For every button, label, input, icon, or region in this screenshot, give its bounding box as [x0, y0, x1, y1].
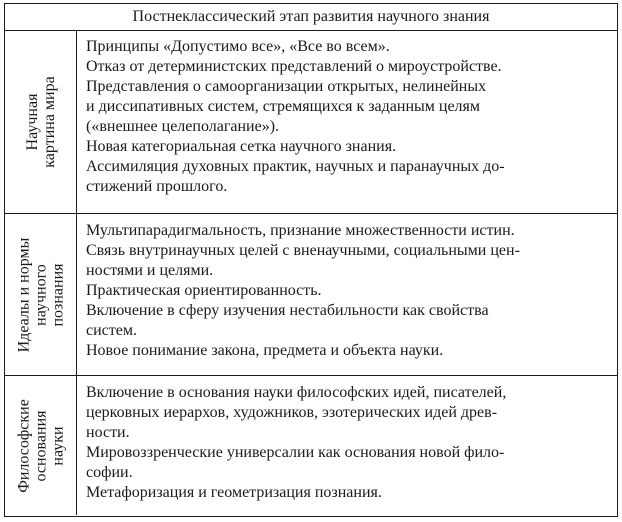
item-line: Включение в основания науки философских идей, писателей,	[86, 384, 507, 401]
row-content-cell	[77, 30, 617, 213]
item-line: Связь внутринаучных целей с вненаучными, социальными цен-	[86, 242, 520, 259]
row-label-scientific-worldview	[24, 76, 58, 167]
list-item	[86, 341, 609, 361]
row-label-line: науки	[49, 425, 66, 466]
row-label-line: познания	[49, 262, 66, 327]
row-label-line: основания	[32, 410, 49, 481]
list-item	[86, 383, 609, 443]
table-row-philosophical-foundations	[5, 376, 617, 515]
item-line: Новая категориальная сетка научного знания.	[86, 138, 397, 155]
item-line: Новое понимание закона, предмета и объекта науки.	[86, 342, 444, 359]
row-label-ideals-norms	[15, 237, 66, 352]
item-line: систем.	[86, 322, 137, 339]
list-item	[86, 443, 609, 483]
item-line: Ассимиляция духовных практик, научных и паранаучных до-	[86, 158, 505, 175]
list-item	[86, 301, 609, 341]
list-item	[86, 281, 609, 301]
item-line: («внешнее целеполагание»).	[86, 118, 280, 135]
item-line: церковных иерархов, художников, эзотерических идей древ-	[86, 404, 498, 421]
item-line: и диссипативных систем, стремящихся к заданным целям	[86, 98, 481, 115]
row-label-line: Идеалы и нормы	[15, 237, 32, 352]
item-line: Практическая ориентированность.	[86, 282, 322, 299]
item-line: Включение в сферу изучения нестабильности как свойства	[86, 302, 489, 319]
row-label-cell	[5, 214, 77, 375]
item-line: Метафоризация и геометризация познания.	[86, 484, 382, 501]
table-row-scientific-worldview	[5, 30, 617, 214]
list-item	[86, 57, 609, 77]
item-line: Мультипарадигмальность, признание множественности истин.	[86, 222, 515, 239]
row-label-cell	[5, 30, 77, 213]
row-content-cell	[77, 214, 617, 375]
list-item	[86, 241, 609, 281]
comparison-table	[4, 3, 618, 517]
list-item	[86, 37, 609, 57]
item-line: ностями и целями.	[86, 262, 214, 279]
item-line: Мировоззренческие универсалии как основания новой фило-	[86, 444, 505, 461]
item-line: ности.	[86, 424, 130, 441]
item-line: стижений прошлого.	[86, 178, 228, 195]
row-content-cell	[77, 376, 617, 515]
list-item	[86, 483, 609, 503]
list-item	[86, 77, 609, 137]
row-label-line: Научная	[23, 93, 41, 150]
row-label-cell	[5, 376, 77, 515]
list-item	[86, 137, 609, 157]
table-title: Постнеклассический этап развития научного знания	[5, 4, 617, 31]
row-label-line: научного	[32, 263, 49, 326]
row-label-line: картина мира	[40, 75, 58, 168]
table-row-ideals-norms	[5, 214, 617, 376]
row-label-philosophical-foundations	[15, 399, 66, 493]
row-label-line: Философские	[15, 398, 32, 493]
list-item	[86, 221, 609, 241]
item-line: Отказ от детерминистских представлений о мироустройстве.	[86, 58, 502, 75]
item-line: софии.	[86, 464, 133, 481]
item-line: Представления о самоорганизации открытых, нелинейных	[86, 78, 487, 95]
item-line: Принципы «Допустимо все», «Все во всем».	[86, 38, 390, 55]
list-item	[86, 157, 609, 197]
